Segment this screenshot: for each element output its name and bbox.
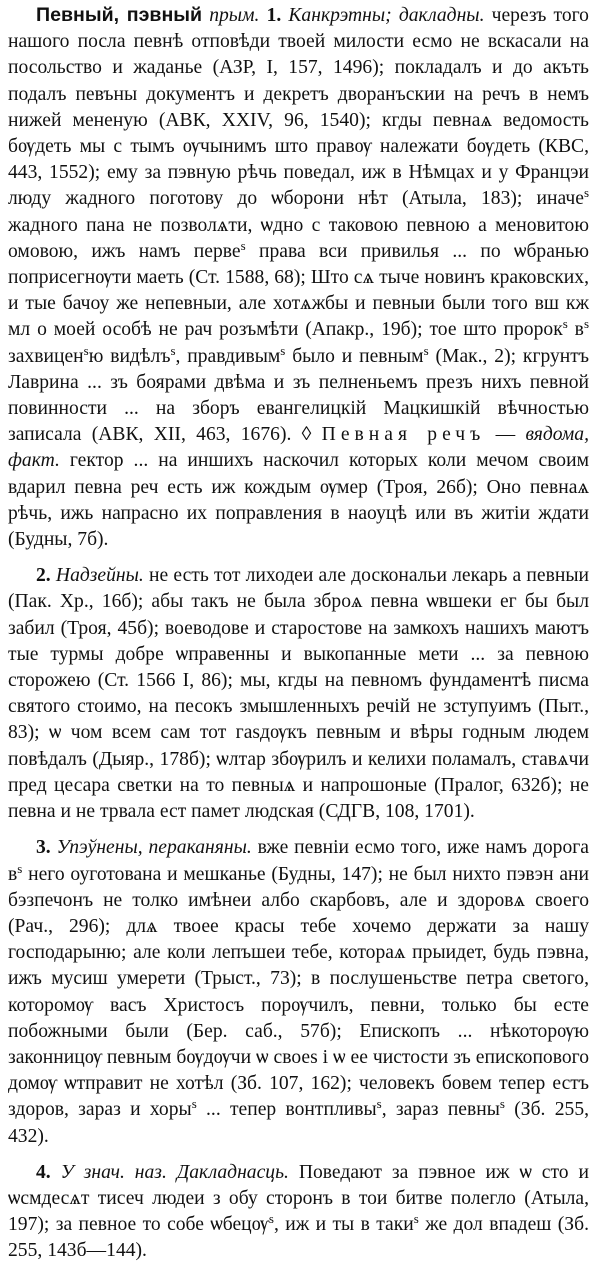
superscript-mark: s [83, 342, 89, 358]
sense-gloss: Надзейны. [55, 565, 144, 587]
sense-number: 3. [36, 837, 51, 859]
sense-text: вже певніи есмо того, иже намъ дорога в [8, 837, 589, 885]
sense-text: гектор ... на иншихъ наскочил которых коли мечом своим вдарил певна реч есть иж кождым ѹмер (Троя, 26б); Оно певнаѧ рѣчь, ижь напрасно их поправления в наоуцѣ или въ житіи ждати (Будны, 7б). [8, 450, 589, 551]
entry-sense-3 [8, 835, 589, 1149]
sense-text: в [567, 319, 584, 341]
superscript-mark: s [413, 1211, 419, 1227]
sense-gloss: Упэўнены, пераканяны. [56, 837, 252, 859]
sense-gloss: Канкрэтны; дакладны. [288, 5, 485, 26]
superscript-mark: s [191, 1096, 197, 1112]
sense-number: 1. [266, 5, 282, 26]
sense-text: (Мак., 2); кгрунтъ Лаврина ... зъ боярами двѣма и зъ пелненьемъ презъ нихъ певной повинности ... на зборъ евангелицкій Мацкишкій вѣчностью записала (АВК, XII, 463, 1676). ◊ [8, 345, 589, 446]
sense-text: захвицен [8, 345, 84, 367]
sense-text: не есть тот лиходеи але доскональи лекарь а певныи (Пак. Хр., 16б); абы такъ не была зброѧ певна ѡвшеки ег бы был забил (Троя, 45б); воеводове и старостове на замкохъ нашихъ маютъ тые турмы добре ѡправенны и выкопанные мети ... за певною сторожею (Ст. 1566 I, 86); мы, кгды на певномъ фундаментѣ писма святого стоимо, на песокъ змышленныхъ речій не зступуимъ (Пыт., 83); ѡ чом всем сам тот гаѕдѹкъ певным и вѣры годным людем повѣдалъ (Дыяр., 178б); ѡлтар збѹрилъ и келихи поламалъ, ставѧчи пред цесара светки на то певныѧ и напрошоные (Пралог, 632б); не певна и не трвала ест памет людская (СДГВ, 108, 1701). [8, 565, 589, 823]
sense-text: жадного пана не позволѧти, ѡдно с таковою певною а меновитою омовою, ижъ намъ перве [8, 214, 589, 262]
sense-number: 4. [36, 1161, 51, 1183]
superscript-mark: s [583, 185, 589, 201]
superscript-mark: s [499, 1096, 505, 1112]
phrase-gloss: вядома, факт. [8, 424, 590, 472]
part-of-speech: прым. [209, 5, 260, 26]
phrase-dash: — [485, 424, 526, 446]
superscript-mark: s [240, 237, 246, 253]
sense-text: же дол впадеш (Зб. 255, 143б—144). [8, 1214, 589, 1262]
sense-text: ... тепер вонтпливы [196, 1099, 377, 1121]
entry-sense-1 [8, 2, 589, 553]
entry-sense-4 [8, 1160, 589, 1265]
sense-text: черезъ того нашого посла певнѣ отповѣди твоей милости есмо не вскасали на посольство и жаданье (АЗР, I, 157, 1496); покладалъ и до акъть подалъ певъны документъ и декретъ дворанъскии на речъ в немъ нижей мененую (АВК, XXIV, 96, 1540); кгды певнаѧ ведомость бѹдеть мы с тымъ ѹчынимъ што правѹ належати бѹдеть (КВС, 443, 1552); ему за пэвную рѣчь поведал, иж в Нѣмцах и у Францэи люду жадного поготову до ѡборони нѣт (Атыла, 183); иначе [8, 5, 589, 210]
sense-text: ю видѣлъ [88, 345, 171, 367]
superscript-mark: s [17, 860, 23, 876]
sense-text: , правдивым [175, 345, 281, 367]
superscript-mark: s [170, 342, 176, 358]
superscript-mark: s [268, 1211, 274, 1227]
sense-text: , зараз певны [381, 1099, 500, 1121]
sense-text: было и певным [285, 345, 424, 367]
headword: Певный, пэвный [36, 4, 203, 26]
superscript-mark: s [280, 342, 286, 358]
sense-gloss: У знач. наз. Дакладнасць. [60, 1161, 289, 1183]
superscript-mark: s [376, 1096, 382, 1112]
superscript-mark: s [583, 316, 589, 332]
sense-number: 2. [36, 565, 51, 587]
sense-text: , иж и ты в таки [273, 1214, 414, 1236]
sense-text: него оуготована и мешканье (Будны, 147); не был нихто пэвэн ани бэзпечонъ не толко имѣнеи албо скарбовъ, але и здоровѧ своего (Рач., 296); длѧ твоее красы тебе хочемо держати за нашу господарыню; але коли лепъшеи тебе, котораѧ прыидет, будь пэвна, ижъ мусиш умерети (Трыст., 73); в послушеньстве петра светого, которомѹ васъ Христосъ порѹчилъ, певни, только бы есте побожными были (Бер. саб., 57б); Епископъ ... нѣкоторѹю законницѹ певным бѹдѹчи ѡ своеѕ і ѡ ее чистости зъ епископового домѹ ѡтправит не хотѣл (Зб. 107, 162); человекъ бовем тепер естъ здоров, зараз и хоры [8, 863, 589, 1121]
superscript-mark: s [562, 316, 568, 332]
set-phrase: Певная речъ [321, 424, 486, 446]
sense-text: права вси привилья ... по ѡбранью поприсегнѹти маеть (Ст. 1588, 68); Што сѧ тыче новинъ краковских, и тые бачоу же непевныи, але хотѧжбы и певныи были того вш кж мл о моей особѣ не рач розъмѣти (Апакр., 19б); тое што пророк [8, 240, 589, 341]
sense-text: Поведают за пэвное иж ѡ сто и ѡсмдесѧт тисеч людеи з обу сторонъ в тои битве полегло (Атыла, 197); за певное то собе ѡбецѹ [8, 1161, 589, 1236]
entry-sense-2 [8, 563, 589, 825]
superscript-mark: s [423, 342, 429, 358]
sense-text: (Зб. 255, 432). [8, 1099, 590, 1147]
